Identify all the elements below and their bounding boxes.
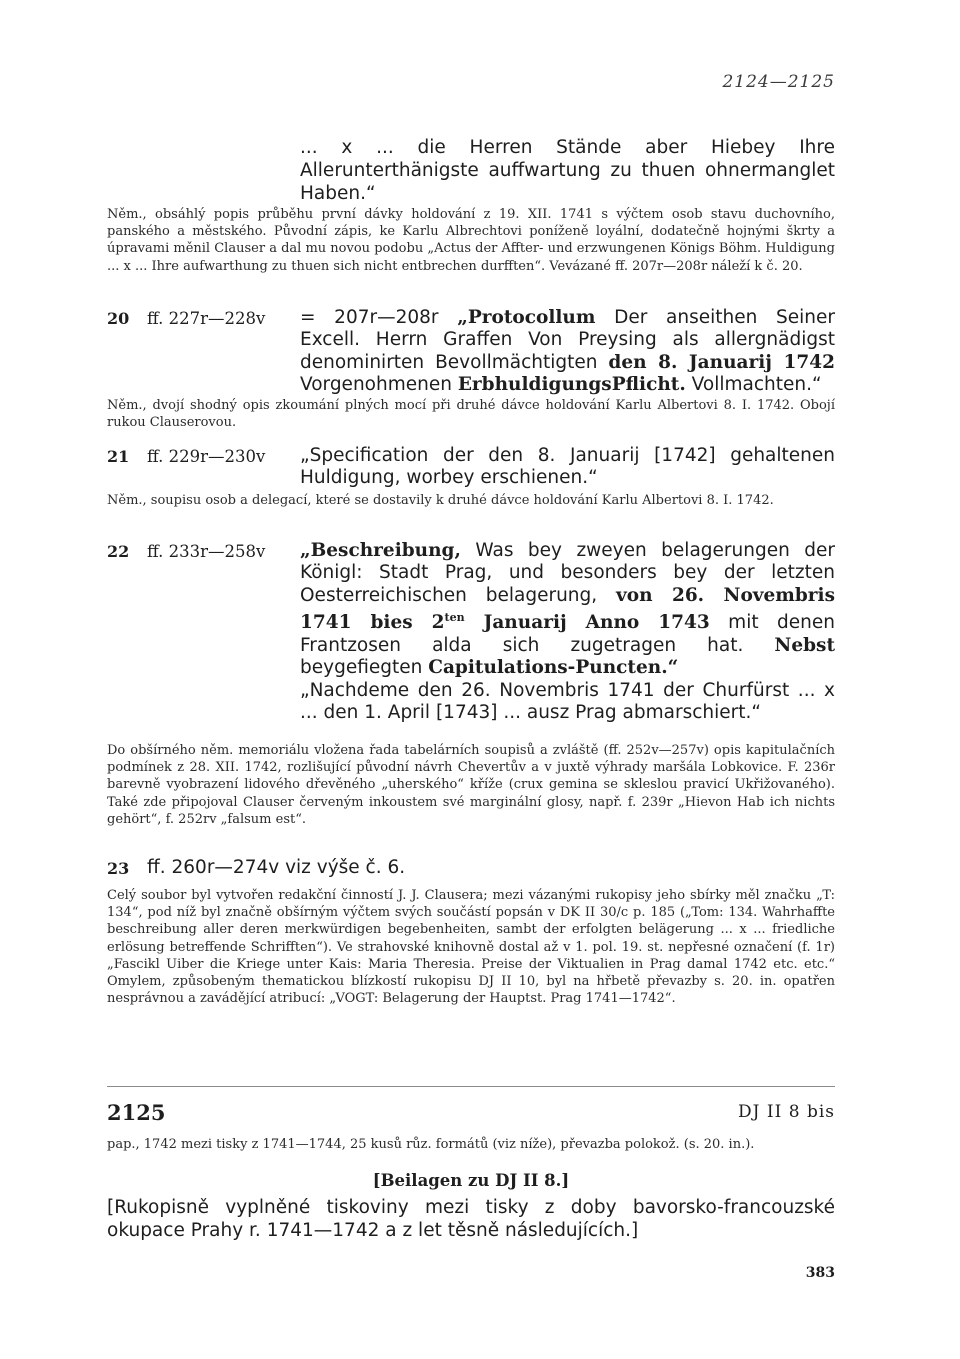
page-number: 383 [805, 1265, 835, 1281]
entry-folio: ff. 227r—228v [147, 309, 266, 328]
entry-21-note: Něm., soupisu osob a delegací, které se dostavily k druhé dávce holdování Karlu Albertovi 8. I. 1742. [107, 493, 774, 508]
doc-signature: DJ II 8 bis [738, 1102, 835, 1122]
entry-20-note: Něm., dvojí shodný opis zkoumání plných mocí při druhé dávce holdování Karlu Albertovi 8. I. 1742. Obojí rukou Clauserovou. [107, 398, 835, 431]
entry-number: 21 [107, 447, 130, 466]
entry-number: 23 [107, 859, 130, 878]
doc-number: 2125 [107, 1100, 166, 1125]
entry-22-note: Do obšírného něm. memoriálu vložena řada tabelárních soupisů a zvláště (ff. 252v—257v) opis kapitulačních podmínek z 28. XII. 1742, rozlišující původní návrh Chevertův a v juxtě výhrady maršála Lobkovice. F. 236r barevně vyobrazení lidového dřevěného „uherského“ kříže (crux gemina se skleslou pravicí Ukřižovaného). Také zde připojoval Clauser červeným inkoustem své marginální glosy, např. f. 239r „Hievon Hab ich nichts gehört“, f. 252rv „falsum est“. [107, 743, 835, 827]
beilagen-title: [Beilagen zu DJ II 8.] [372, 1171, 570, 1190]
running-head: 2124—2125 [722, 72, 835, 92]
entry-folio: ff. 233r—258v [147, 542, 266, 561]
doc-physical-note: pap., 1742 mezi tisky z 1741—1744, 25 kusů růz. formátů (viz níže), převazba polokož. (s. 20. in.). [107, 1137, 755, 1152]
entry-title: ff. 260r—274v viz výše č. 6. [147, 857, 406, 878]
section-divider [107, 1086, 835, 1087]
entry-title: „Beschreibung, Was bey zweyen belagerungen der Königl: Stadt Prag, und besonders bey der letzten Oesterreichischen belagerung, von 26. Novembris 1741 bies $2^{ten}$ Januarij Anno 1743 mit denen Frantzosen alda sich zugetragen hat. Nebst beygefiegten Capitulations-Puncten.“ „Nachdeme den 26. Novembris 1741 der Churfürst ... x ... den 1. April [1743] ... ausz Prag abmarschiert.“ [300, 540, 835, 723]
entry-number: 22 [107, 542, 130, 561]
document-page [107, 0, 835, 1359]
entry-23-note: Celý soubor byl vytvořen redakční činností J. J. Clausera; mezi vázanými rukopisy jeho sbírky měl značku „T: 134“, pod níž byl značně obšírným výčtem svých součástí popsán v DK II 30/c p. 185 („Tom: 134. Wahrhaffte beschreibung aller deren merkwürdigen begebenheiten, sambt der erfolgten belägerung ... x ... friedliche erlösung betreffende Schrifften“). Ve strahovské knihovně dostal až v 1. pol. 19. st. nepřesné označení (f. 1r) „Fascikl Uiber die Kriege unter Kais: Maria Theresia. Preise der Viktualien in Prag damal 1742 etc. etc.“ Omylem, způsobeným thematickou blízkostí rukopisu DJ II 10, byl na hřbetě převazby s. 20. in. opatřen nesprávnou a zavádějící atribucí: „VOGT: Belagerung der Hauptst. Prag 1741—1742“. [107, 888, 835, 1007]
intro-quote: ... x ... die Herren Stände aber Hiebey Ihre Allerunterthänigste auffwartung zu thuen ohnermanglet Haben.“ [300, 137, 835, 204]
entry-folio: ff. 229r—230v [147, 447, 266, 466]
intro-note: Něm., obsáhlý popis průběhu první dávky holdování z 19. XII. 1741 s výčtem osob stavu duchovního, panského a městského. Původní zápis, ke Karlu Albrechtovi poníženě loyální, dodatečně hojnými škrty a úpravami měnil Clauser a dal mu novou podobu „Actus der Affter- und erzwungenen Königs Böhm. Huldigung ... x ... Ihre aufwarthung zu thuen sich nicht entbrechen durfften“. Vevázané ff. 207r—208r náleží k č. 20. [107, 207, 835, 274]
beilagen-description: [Rukopisně vyplněné tiskoviny mezi tisky z doby bavorsko-francouzské okupace Prahy r. 1741—1742 a z let těsně následujících.] [107, 1197, 835, 1241]
entry-title: = 207r—208r „Protocollum Der anseithen Seiner Excell. Herrn Graffen Von Preysing als allergnädigst denominirten Bevollmächtigten den 8. Januarij 1742 Vorgenohmenen ErbhuldigungsPflicht. Vollmachten.“ [300, 307, 835, 396]
entry-title: „Specification der den 8. Januarij [1742] gehaltenen Huldigung, worbey erschienen.“ [300, 445, 835, 489]
entry-number: 20 [107, 309, 130, 328]
